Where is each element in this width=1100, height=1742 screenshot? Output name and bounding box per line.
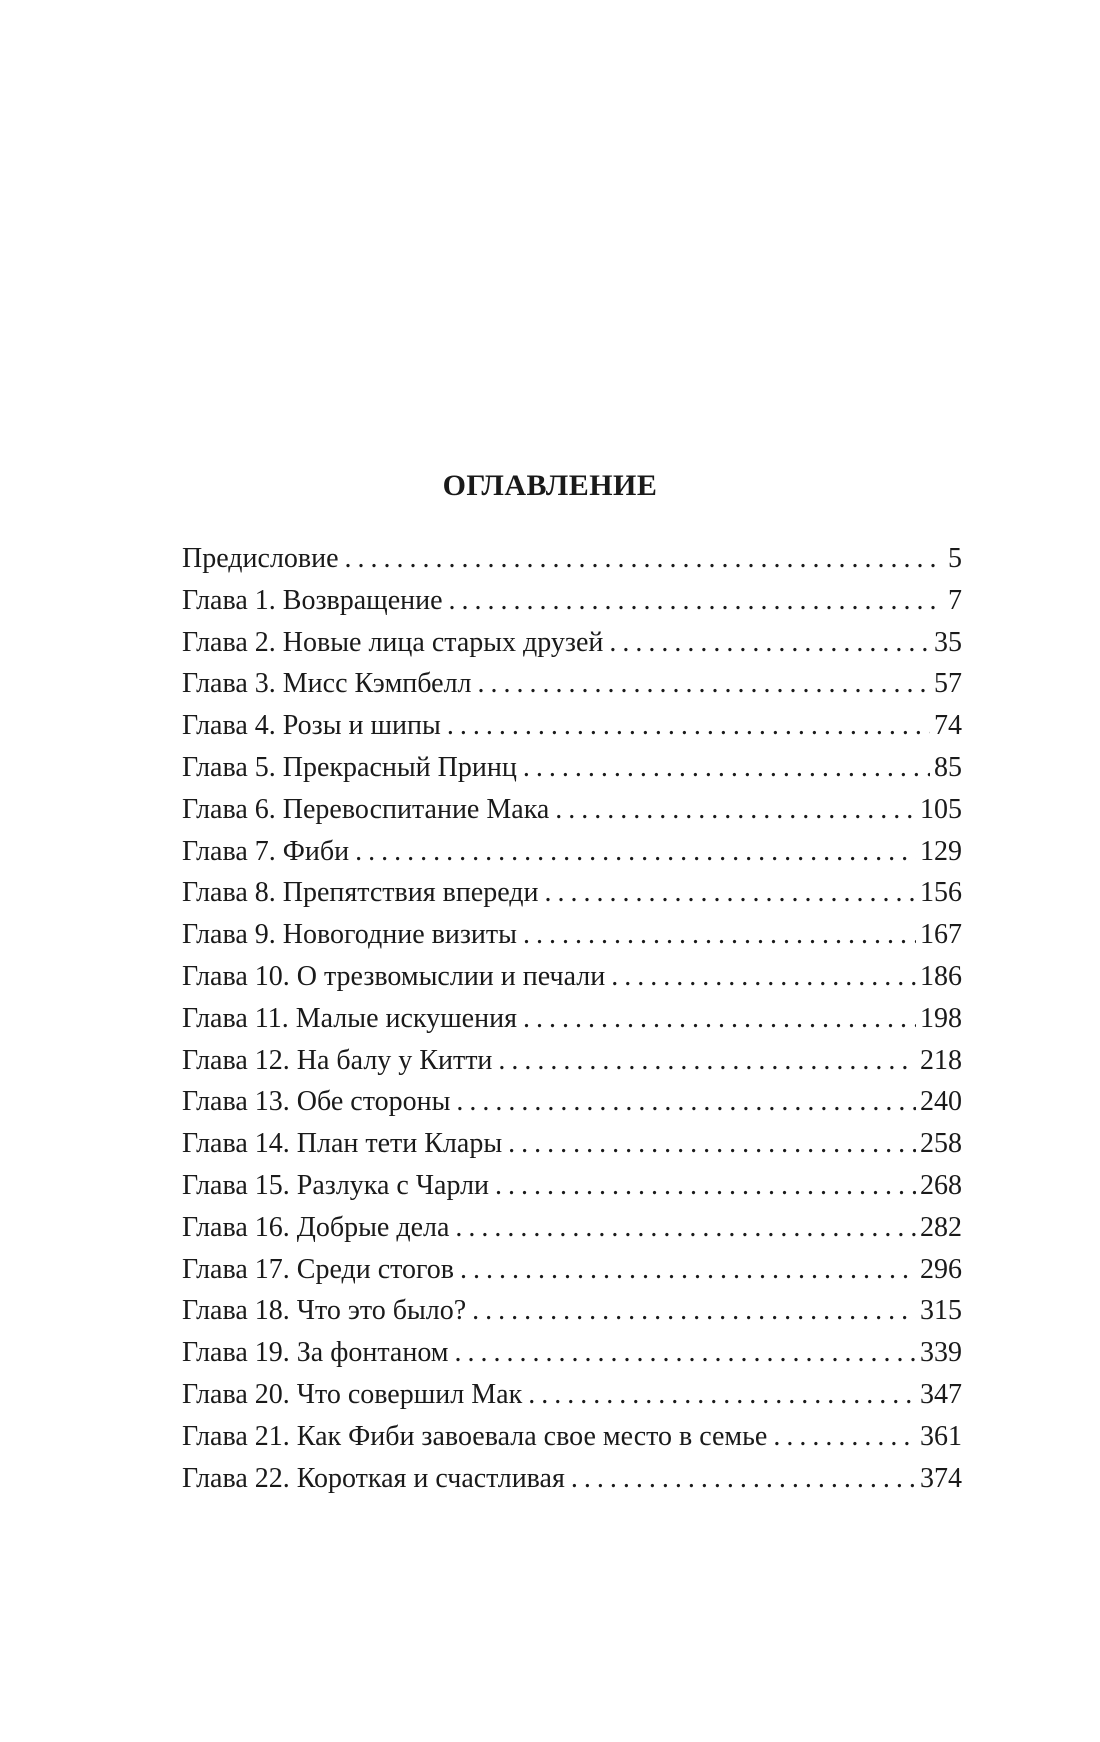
toc-entry: [182, 538, 962, 580]
toc-entry-page: 5: [948, 543, 962, 574]
toc-entry: [182, 1249, 962, 1291]
toc-entry: [182, 914, 962, 956]
dot-leader: [611, 956, 916, 998]
toc-entry-label: Глава 17. Среди стогов: [182, 1253, 455, 1285]
toc-entry: [182, 831, 962, 873]
toc-entry: [182, 1458, 962, 1500]
dot-leader: [478, 663, 930, 705]
dot-leader: [523, 998, 916, 1040]
dot-leader: [508, 1123, 916, 1165]
toc-entry-label: Глава 14. План тети Клары: [182, 1128, 503, 1160]
toc-entry: [182, 663, 962, 705]
dot-leader: [345, 538, 938, 580]
toc-entry: [182, 1040, 962, 1082]
toc-entry-label: Глава 12. На балу у Китти: [182, 1044, 493, 1076]
dot-leader: [773, 1416, 916, 1458]
toc-entry-label: Глава 11. Малые искушения: [182, 1002, 517, 1034]
toc-entry-label: Глава 8. Препятствия впереди: [182, 877, 539, 909]
toc-entry: [182, 1332, 962, 1374]
dot-leader: [455, 1332, 916, 1374]
toc-entry: [182, 1374, 962, 1416]
dot-leader: [449, 580, 938, 622]
toc-entry: [182, 622, 962, 664]
toc-entry-label: Глава 9. Новогодние визиты: [182, 919, 517, 951]
toc-entry-page: 339: [920, 1337, 962, 1369]
toc-entry: [182, 998, 962, 1040]
toc-entry: [182, 1290, 962, 1332]
toc-entry: [182, 580, 962, 622]
toc-entry-page: 296: [920, 1253, 962, 1285]
toc-entry-label: Глава 19. За фонтаном: [182, 1337, 449, 1369]
dot-leader: [571, 1458, 916, 1500]
toc-entry-page: 258: [920, 1128, 962, 1160]
toc-entry-page: 35: [934, 626, 962, 658]
dot-leader: [455, 1207, 916, 1249]
toc-entry-label: Глава 4. Розы и шипы: [182, 710, 441, 742]
toc-entry: [182, 956, 962, 998]
dot-leader: [447, 705, 930, 747]
toc-entry-page: 167: [920, 919, 962, 951]
dot-leader: [460, 1249, 916, 1291]
dot-leader: [495, 1165, 916, 1207]
toc-entry-label: Предисловие: [182, 543, 339, 574]
dot-leader: [472, 1290, 916, 1332]
toc-entry-label: Глава 10. О трезвомыслии и печали: [182, 960, 606, 992]
dot-leader: [545, 872, 916, 914]
toc-entry-label: Глава 1. Возвращение: [182, 584, 443, 616]
toc-entry: [182, 1123, 962, 1165]
toc-entry-page: 129: [920, 835, 962, 867]
toc-entry-page: 7: [948, 584, 962, 616]
dot-leader: [555, 789, 916, 831]
toc-entry-page: 85: [934, 751, 962, 783]
toc-entry-page: 315: [920, 1295, 962, 1327]
toc-entry-page: 105: [920, 793, 962, 825]
toc-entry-page: 74: [934, 710, 962, 742]
dot-leader: [609, 622, 930, 664]
toc-entry-page: 361: [920, 1420, 962, 1452]
toc-entry-page: 282: [920, 1211, 962, 1243]
toc-entry-label: Глава 5. Прекрасный Принц: [182, 751, 517, 783]
dot-leader: [528, 1374, 916, 1416]
toc-entry-label: Глава 2. Новые лица старых друзей: [182, 626, 604, 658]
toc-entry: [182, 747, 962, 789]
toc-entry-label: Глава 13. Обе стороны: [182, 1086, 451, 1118]
toc-list: [182, 538, 962, 1499]
dot-leader: [355, 831, 916, 873]
toc-entry-label: Глава 15. Разлука с Чарли: [182, 1169, 490, 1201]
toc-entry: [182, 705, 962, 747]
toc-entry: [182, 872, 962, 914]
toc-entry-label: Глава 3. Мисс Кэмпбелл: [182, 668, 472, 700]
toc-entry: [182, 789, 962, 831]
toc-entry-page: 347: [920, 1378, 962, 1410]
toc-entry: [182, 1416, 962, 1458]
toc-entry: [182, 1207, 962, 1249]
dot-leader: [523, 914, 916, 956]
toc-entry-page: 156: [920, 877, 962, 909]
toc-entry-label: Глава 20. Что совершил Мак: [182, 1378, 523, 1410]
toc-entry-label: Глава 7. Фиби: [182, 835, 350, 867]
toc-title: ОГЛАВЛЕНИЕ: [442, 469, 658, 502]
toc-entry-page: 198: [920, 1002, 962, 1034]
toc-entry-page: 186: [920, 960, 962, 992]
toc-entry-label: Глава 16. Добрые дела: [182, 1211, 450, 1243]
toc-entry-page: 240: [920, 1086, 962, 1118]
toc-entry: [182, 1165, 962, 1207]
toc-entry-page: 374: [920, 1462, 962, 1494]
dot-leader: [498, 1040, 916, 1082]
dot-leader: [456, 1081, 916, 1123]
toc-entry-label: Глава 6. Перевоспитание Мака: [182, 793, 550, 825]
toc-entry: [182, 1081, 962, 1123]
dot-leader: [523, 747, 930, 789]
toc-entry-page: 57: [934, 668, 962, 700]
toc-entry-page: 218: [920, 1044, 962, 1076]
toc-entry-page: 268: [920, 1169, 962, 1201]
toc-entry-label: Глава 22. Короткая и счастливая: [182, 1462, 565, 1494]
toc-entry-label: Глава 18. Что это было?: [182, 1295, 467, 1327]
toc-entry-label: Глава 21. Как Фиби завоевала свое место в семье: [182, 1420, 768, 1452]
